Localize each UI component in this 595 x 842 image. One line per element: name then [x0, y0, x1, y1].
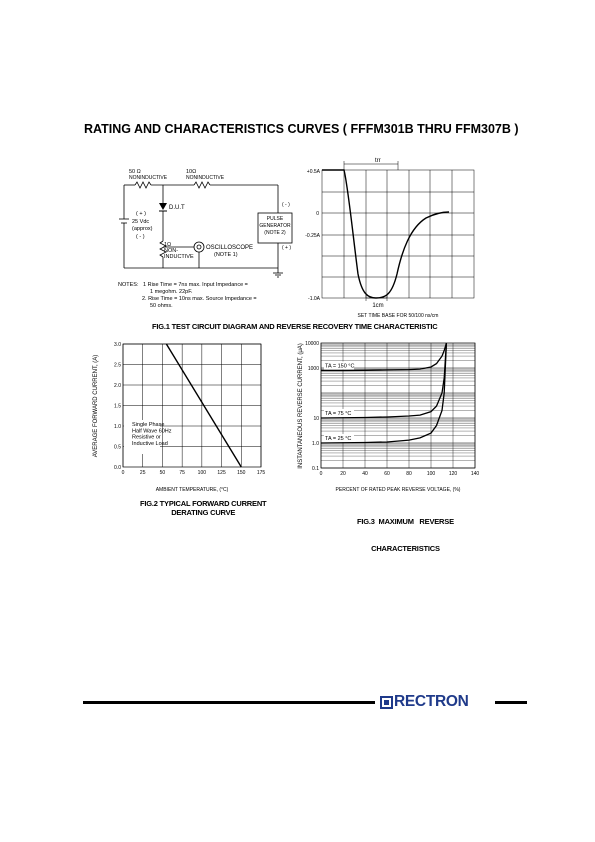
- y-label-plus-0.5: +0.5A: [306, 169, 320, 175]
- fig3-x-tick: 80: [406, 471, 412, 477]
- fig1-caption: FIG.1 TEST CIRCUIT DIAGRAM AND REVERSE RECOVERY TIME CHARACTERISTIC: [152, 322, 438, 331]
- fig2-y-tick: 1.0: [114, 424, 121, 430]
- fig3-reverse-chart: [294, 336, 484, 496]
- fig3-series-label: TA = 75 °C: [325, 411, 352, 417]
- fig1-notes: [118, 282, 257, 310]
- rectron-logo-text: RECTRON: [394, 693, 469, 710]
- fig3-y-tick: 10: [313, 416, 319, 422]
- note-2-cont: 50 ohms.: [150, 303, 173, 309]
- fig2-caption-line1: FIG.2 TYPICAL FORWARD CURRENT: [140, 499, 267, 508]
- fig3-xlabel: PERCENT OF RATED PEAK REVERSE VOLTAGE, (%): [335, 487, 461, 493]
- resistor-50-ohm: [135, 182, 151, 188]
- svg-text:(approx): (approx): [132, 226, 153, 232]
- reverse-recovery-waveform: [298, 156, 488, 321]
- fig3-ylabel: INSTANTANEOUS REVERSE CURRENT, (μA): [298, 343, 304, 469]
- note-1: 1 Rise Time = 7ns max. Input Impedance =: [143, 282, 248, 288]
- scale-label: 1cm: [372, 303, 384, 309]
- trr-label: trr: [375, 158, 381, 164]
- fig3-caption-line2: CHARACTERISTICS: [371, 544, 440, 553]
- fig2-annotation-line: Resistive or: [132, 434, 161, 441]
- fig3-x-tick: 140: [470, 471, 480, 477]
- fig2-annotation-line: Single Phase: [132, 422, 165, 428]
- oscilloscope-symbol: [194, 242, 204, 252]
- fig3-x-tick: 120: [448, 471, 458, 477]
- fig2-x-tick: 175: [256, 470, 266, 476]
- fig2-caption-line2: DERATING CURVE: [171, 508, 236, 517]
- footer-rule-right: [495, 701, 527, 704]
- fig2-x-tick: 150: [237, 470, 246, 476]
- fig2-x-tick: 75: [179, 470, 185, 476]
- svg-text:GENERATOR: GENERATOR: [259, 223, 291, 229]
- fig3-series-line: [321, 343, 446, 418]
- footer-rule-left: [83, 701, 375, 704]
- fig3-x-tick: 20: [340, 471, 346, 477]
- svg-text:(NOTE 2): (NOTE 2): [264, 230, 286, 236]
- fig3-caption-line1: FIG.3 MAXIMUM REVERSE: [357, 517, 454, 526]
- y-label-zero: 0: [316, 211, 319, 217]
- fig3-x-tick: 60: [384, 471, 390, 477]
- fig2-x-tick: 100: [197, 470, 207, 476]
- fig3-x-tick: 40: [362, 471, 368, 477]
- fig3-series-label: TA = 150 °C: [325, 363, 355, 370]
- y-label-minus-1.0: -1.0A: [308, 296, 320, 302]
- fig3-y-tick: 1000: [307, 366, 319, 372]
- diode-symbol: [159, 203, 167, 210]
- svg-text:NONINDUCTIVE: NONINDUCTIVE: [186, 175, 225, 181]
- fig2-y-tick: 3.0: [114, 342, 121, 348]
- svg-text:OSCILLOSCOPE: OSCILLOSCOPE: [206, 245, 254, 251]
- rectron-logo-mark: [380, 696, 393, 709]
- fig3-series-label: TA = 25 °C: [325, 436, 352, 442]
- fig3-y-tick: 1.0: [312, 441, 319, 447]
- svg-text:10Ω: 10Ω: [186, 169, 197, 175]
- fig2-y-tick: 1.5: [114, 403, 121, 410]
- svg-text:25 Vdc: 25 Vdc: [132, 219, 150, 225]
- fig2-xlabel: AMBIENT TEMPERATURE, (°C): [155, 487, 229, 493]
- test-circuit-diagram: [110, 165, 300, 280]
- svg-text:(NOTE 1): (NOTE 1): [214, 252, 238, 258]
- note-1-cont: 1 megohm. 22pF.: [150, 289, 193, 295]
- fig2-y-tick: 0.5: [114, 444, 121, 451]
- svg-text:D.U.T: D.U.T: [169, 205, 185, 211]
- fig2-y-tick: 2.0: [114, 383, 121, 389]
- svg-text:INDUCTIVE: INDUCTIVE: [164, 254, 194, 260]
- svg-text:50 Ω: 50 Ω: [129, 169, 141, 175]
- rectron-logo: [380, 692, 469, 712]
- svg-text:( - ): ( - ): [282, 202, 290, 208]
- fig2-x-tick: 125: [217, 470, 226, 476]
- y-label-minus-0.25: -0.25A: [305, 233, 320, 239]
- fig3-x-tick: 0: [319, 471, 323, 477]
- time-base-label: SET TIME BASE FOR 50/100 ns/cm: [357, 313, 439, 319]
- page-title: RATING AND CHARACTERISTICS CURVES ( FFFM301B THRU FFM307B ): [84, 122, 519, 136]
- fig3-caption: [357, 499, 454, 562]
- fig2-x-tick: 50: [159, 470, 166, 476]
- resistor-10-ohm: [194, 182, 210, 188]
- svg-text:NON-: NON-: [164, 248, 179, 254]
- note-2: 2. Rise Time = 10ns max. Source Impedance =: [142, 296, 257, 302]
- fig3-y-tick: 0.1: [312, 466, 319, 472]
- fig3-y-tick: 10000: [305, 341, 319, 347]
- fig2-y-tick-zero: 0.0: [114, 465, 121, 471]
- svg-text:( + ): ( + ): [282, 245, 292, 251]
- svg-text:1Ω: 1Ω: [164, 242, 172, 248]
- fig2-x-tick: 25: [139, 470, 146, 476]
- svg-text:( + ): ( + ): [136, 211, 146, 217]
- fig3-x-tick: 100: [426, 471, 436, 477]
- svg-text:( - ): ( - ): [136, 234, 145, 240]
- fig2-annotation-line: Inductive Load: [132, 440, 168, 447]
- svg-text:NONINDUCTIVE: NONINDUCTIVE: [129, 175, 168, 181]
- svg-text:PULSE: PULSE: [266, 216, 284, 222]
- fig2-caption: [140, 499, 266, 517]
- fig2-x-tick: 0: [121, 470, 125, 476]
- fig2-annotation-line: Half Wave 60Hz: [132, 428, 172, 435]
- fig2-derating-chart: [88, 336, 298, 496]
- fig2-ylabel: AVERAGE FORWARD CURRENT, (A): [93, 354, 99, 458]
- fig2-y-tick: 2.5: [114, 362, 121, 369]
- notes-label: NOTES:: [118, 282, 139, 288]
